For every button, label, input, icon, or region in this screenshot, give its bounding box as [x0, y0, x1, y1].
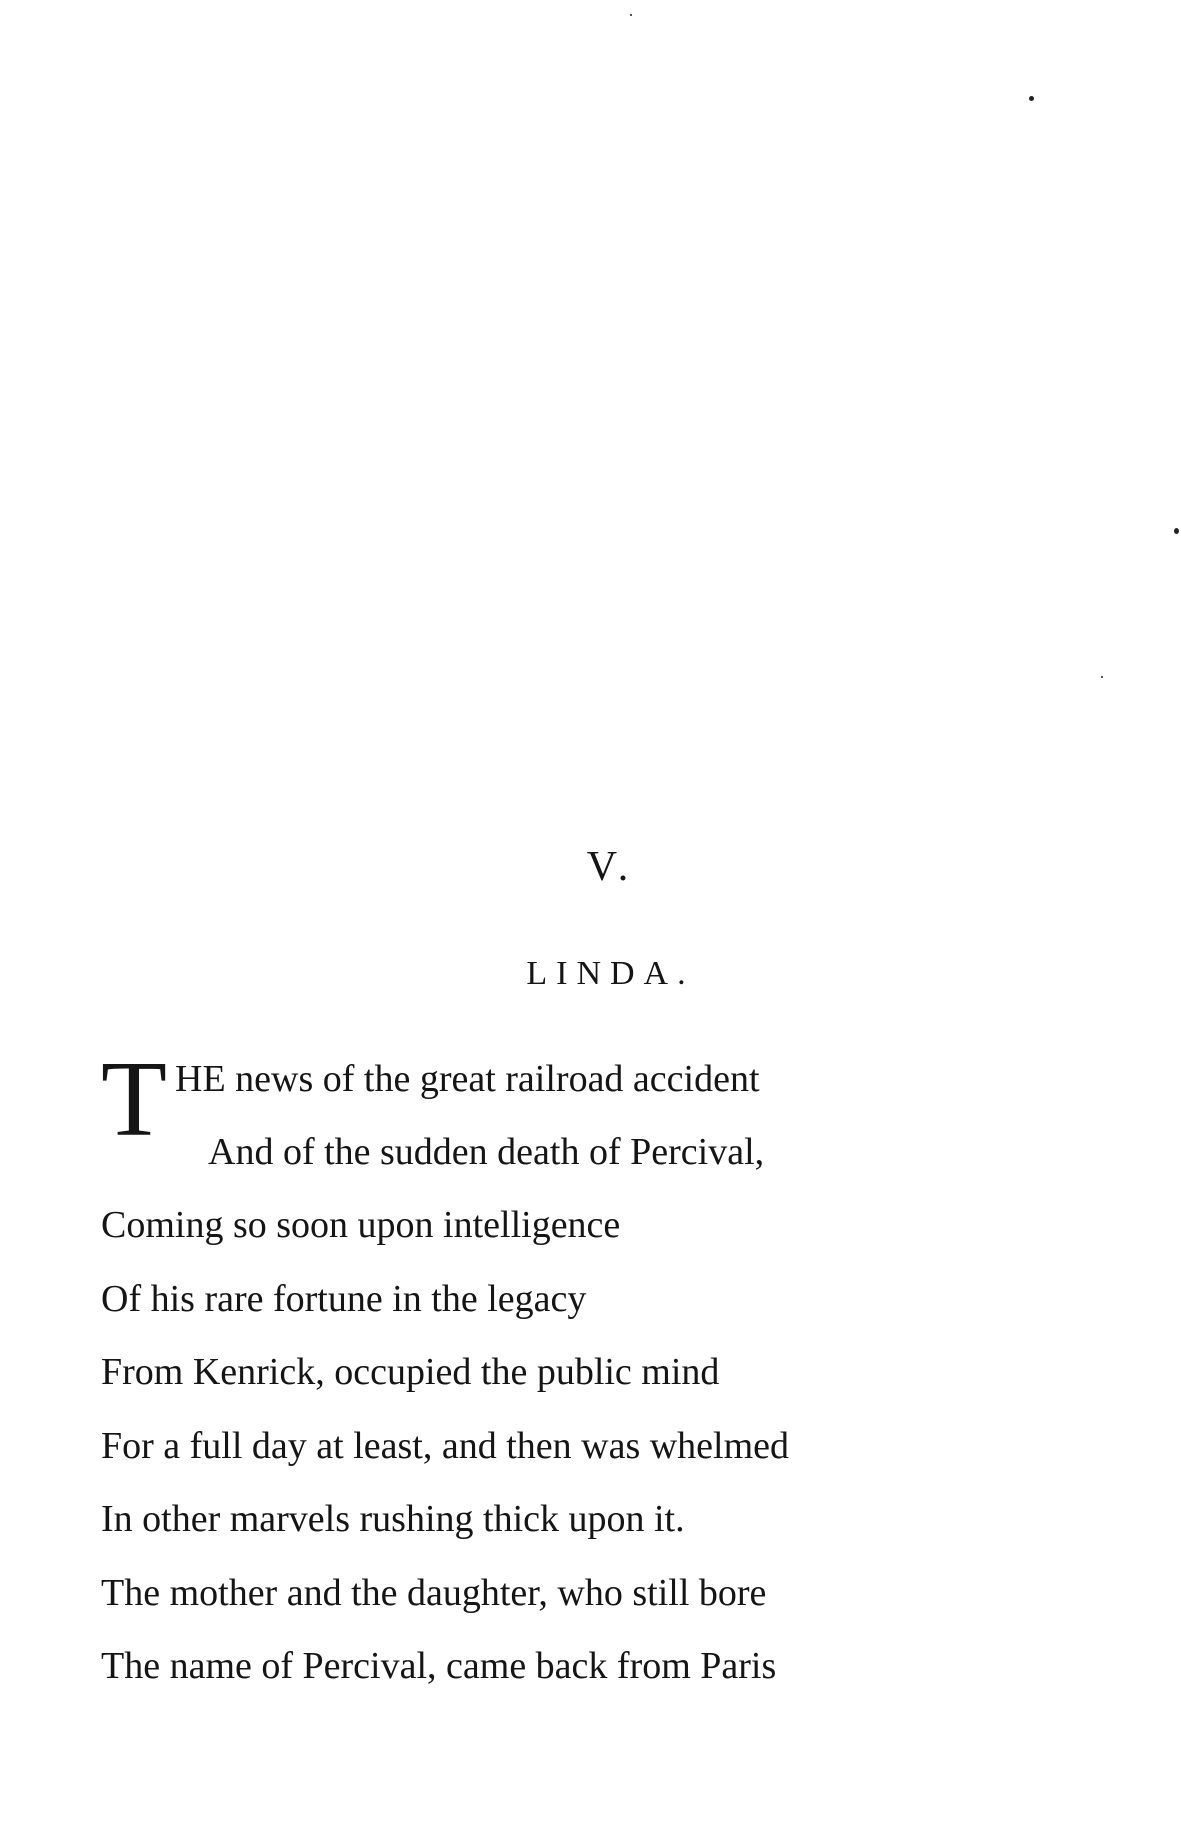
poem-line-5: From Kenrick, occupied the public mind	[101, 1351, 720, 1393]
poem-line-2: And of the sudden death of Percival,	[208, 1131, 765, 1173]
scan-speck	[1101, 676, 1103, 678]
scan-speck	[630, 14, 632, 16]
poem-line-6: For a full day at least, and then was whelmed	[101, 1425, 790, 1467]
poem-line-7: In other marvels rushing thick upon it.	[101, 1498, 685, 1540]
chapter-number: V.	[586, 844, 635, 890]
poem-line-9: The name of Percival, came back from Paris	[101, 1645, 777, 1687]
drop-cap: T	[101, 1040, 167, 1159]
poem-line-8: The mother and the daughter, who still bore	[101, 1572, 767, 1614]
poem-line-1: HE news of the great railroad accident	[175, 1058, 760, 1100]
chapter-title: LINDA.	[526, 955, 695, 992]
poem-line-4: Of his rare fortune in the legacy	[101, 1278, 587, 1320]
scan-speck	[1029, 96, 1034, 101]
scan-speck	[1174, 528, 1179, 534]
poem-line-3: Coming so soon upon intelligence	[101, 1204, 621, 1246]
